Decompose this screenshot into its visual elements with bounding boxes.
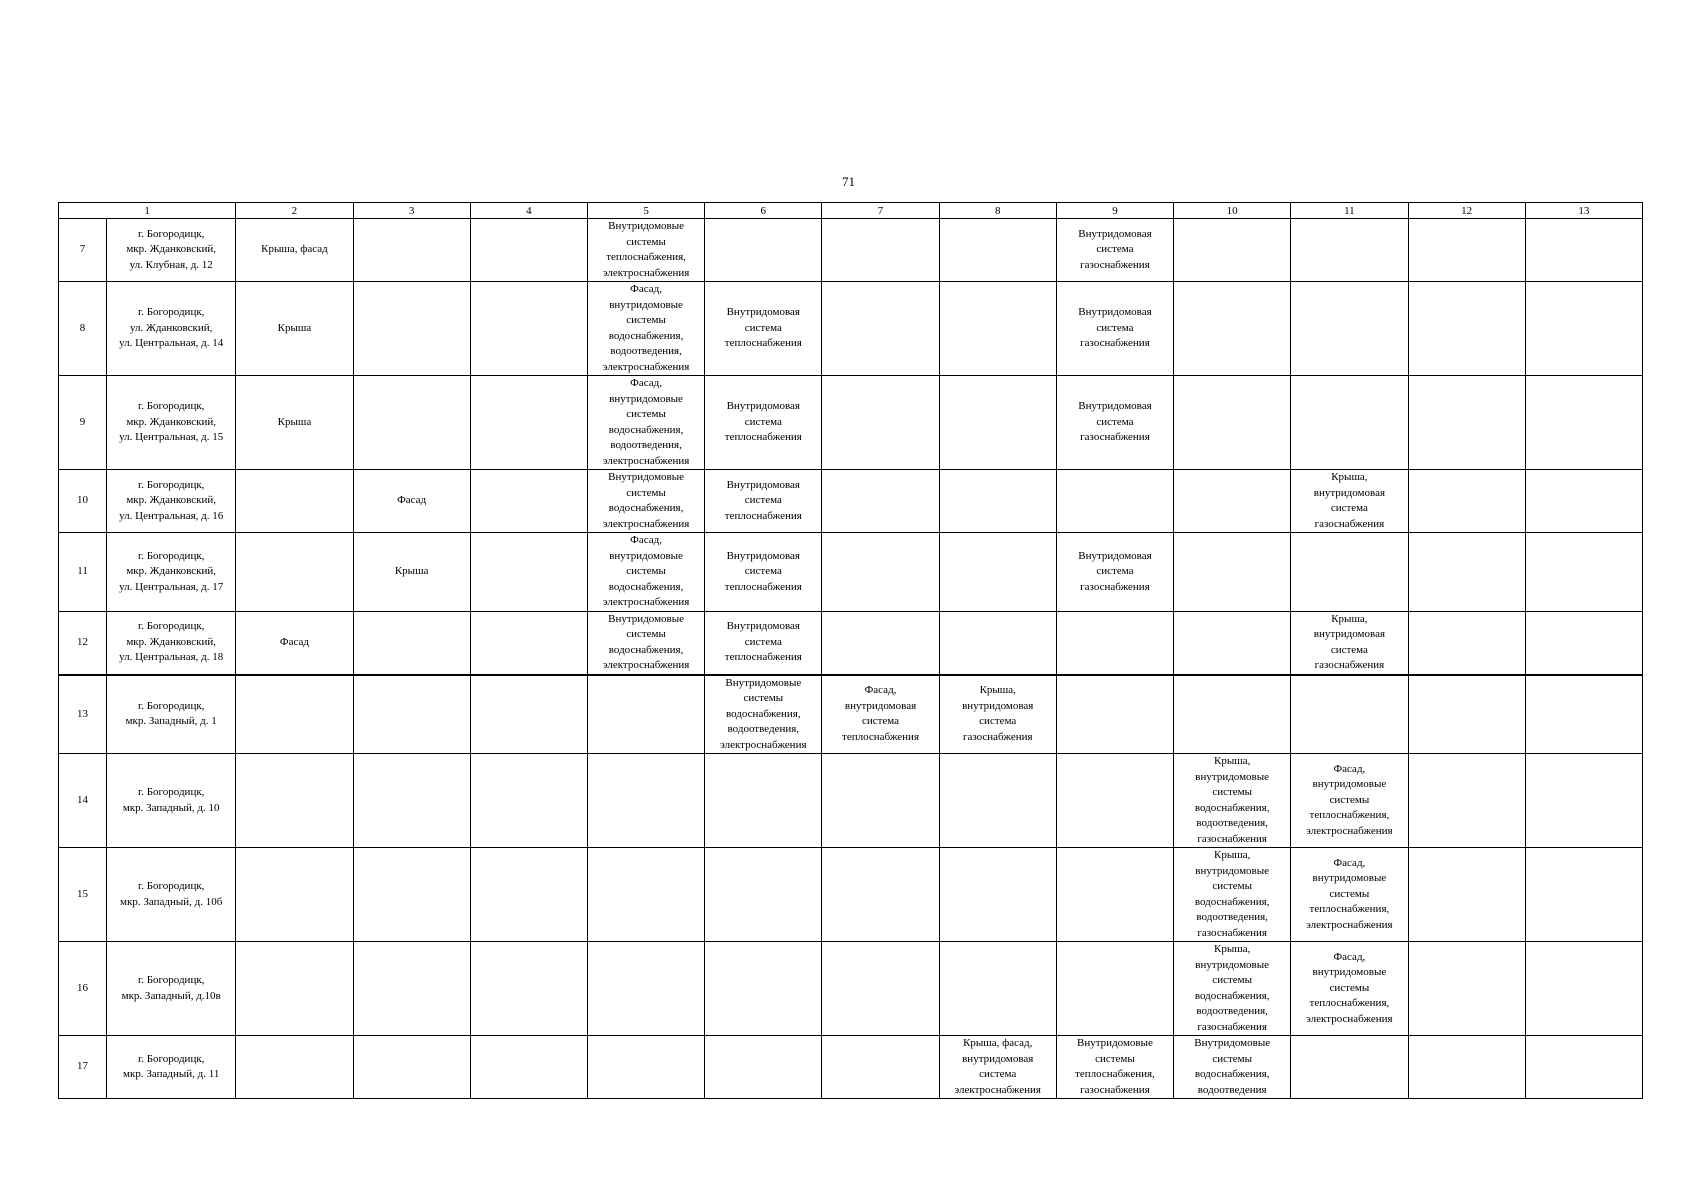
work-cell: Крыша, внутридомовая система газоснабжения [939,675,1056,754]
work-cell [705,1036,822,1099]
work-cell [236,848,353,942]
work-cell: Внутридомовая система теплоснабжения [705,611,822,675]
work-cell [1408,376,1525,470]
work-cell [1174,611,1291,675]
address-cell: г. Богородицк, мкр. Жданковский, ул. Центральная, д. 15 [107,376,236,470]
header-cell: 2 [236,203,353,219]
address-cell: г. Богородицк, мкр. Западный, д. 1 [107,675,236,754]
table-row [59,533,1643,612]
work-cell [1291,219,1408,282]
header-cell: 3 [353,203,470,219]
work-cell: Крыша, внутридомовая система газоснабжения [1291,470,1408,533]
header-cell: 9 [1056,203,1173,219]
work-cell [822,754,939,848]
address-cell: г. Богородицк, мкр. Жданковский, ул. Центральная, д. 16 [107,470,236,533]
work-cell [1291,376,1408,470]
work-cell [470,611,587,675]
table-body [59,203,1643,1099]
work-cell [587,675,704,754]
table-row [59,848,1643,942]
header-cell: 7 [822,203,939,219]
work-cell [1291,1036,1408,1099]
work-cell: Фасад, внутридомовые системы теплоснабжения, электроснабжения [1291,848,1408,942]
work-cell [470,942,587,1036]
row-number: 17 [59,1036,107,1099]
work-cell [822,282,939,376]
repair-schedule-table [58,202,1643,1099]
work-cell [939,754,1056,848]
work-cell: Крыша [236,282,353,376]
work-cell [1408,219,1525,282]
work-cell [1056,754,1173,848]
work-cell: Фасад [353,470,470,533]
work-cell [1525,282,1642,376]
work-cell [236,675,353,754]
work-cell: Внутридомовая система газоснабжения [1056,533,1173,612]
work-cell: Внутридомовая система газоснабжения [1056,219,1173,282]
row-number: 11 [59,533,107,612]
work-cell [1291,675,1408,754]
work-cell: Крыша [236,376,353,470]
work-cell [1408,848,1525,942]
work-cell [470,376,587,470]
header-cell: 6 [705,203,822,219]
work-cell [822,942,939,1036]
work-cell [1174,282,1291,376]
work-cell [587,848,704,942]
work-cell [1408,533,1525,612]
header-cell: 12 [1408,203,1525,219]
work-cell: Внутридомовые системы теплоснабжения, газоснабжения [1056,1036,1173,1099]
work-cell [1408,942,1525,1036]
work-cell [1525,942,1642,1036]
work-cell: Крыша, внутридомовые системы водоснабжения, водоотведения, газоснабжения [1174,942,1291,1036]
work-cell [353,1036,470,1099]
work-cell: Фасад, внутридомовые системы водоснабжения, водоотведения, электроснабжения [587,376,704,470]
work-cell [1525,754,1642,848]
work-cell [353,282,470,376]
work-cell [1056,675,1173,754]
row-number: 12 [59,611,107,675]
work-cell [822,219,939,282]
work-cell: Внутридомовые системы водоснабжения, электроснабжения [587,611,704,675]
work-cell [1525,848,1642,942]
row-number: 9 [59,376,107,470]
work-cell [470,219,587,282]
table-row [59,376,1643,470]
work-cell [939,533,1056,612]
table-row [59,942,1643,1036]
header-cell: 4 [470,203,587,219]
work-cell: Внутридомовая система теплоснабжения [705,282,822,376]
table-row [59,1036,1643,1099]
work-cell [353,219,470,282]
header-cell: 8 [939,203,1056,219]
work-cell [353,675,470,754]
work-cell [705,848,822,942]
work-cell [1174,533,1291,612]
work-cell: Внутридомовая система теплоснабжения [705,470,822,533]
work-cell [1525,1036,1642,1099]
work-cell [470,1036,587,1099]
work-cell: Крыша, внутридомовые системы водоснабжения, водоотведения, газоснабжения [1174,754,1291,848]
work-cell [822,376,939,470]
table-row [59,470,1643,533]
work-cell: Внутридомовая система газоснабжения [1056,282,1173,376]
work-cell [705,754,822,848]
work-cell [1408,754,1525,848]
work-cell: Внутридомовая система газоснабжения [1056,376,1173,470]
work-cell [1525,376,1642,470]
table-row [59,675,1643,754]
row-number: 15 [59,848,107,942]
work-cell [1174,376,1291,470]
header-cell: 13 [1525,203,1642,219]
work-cell [1056,848,1173,942]
work-cell [236,533,353,612]
work-cell: Крыша [353,533,470,612]
work-cell [1525,675,1642,754]
address-cell: г. Богородицк, мкр. Западный, д. 11 [107,1036,236,1099]
work-cell: Фасад, внутридомовые системы теплоснабжения, электроснабжения [1291,754,1408,848]
work-cell [1408,611,1525,675]
work-cell [939,282,1056,376]
work-cell [939,942,1056,1036]
work-cell [939,611,1056,675]
work-cell [1291,533,1408,612]
table-row [59,219,1643,282]
work-cell [1408,470,1525,533]
work-cell [822,1036,939,1099]
work-cell: Фасад, внутридомовая система теплоснабжения [822,675,939,754]
work-cell: Крыша, внутридомовые системы водоснабжения, водоотведения, газоснабжения [1174,848,1291,942]
work-cell [1525,611,1642,675]
work-cell [1525,470,1642,533]
row-number: 7 [59,219,107,282]
header-cell: 10 [1174,203,1291,219]
table-row [59,754,1643,848]
row-number: 8 [59,282,107,376]
address-cell: г. Богородицк, ул. Жданковский, ул. Центральная, д. 14 [107,282,236,376]
work-cell [1174,470,1291,533]
work-cell [939,219,1056,282]
work-cell [705,219,822,282]
work-cell [236,754,353,848]
work-cell: Внутридомовые системы теплоснабжения, электроснабжения [587,219,704,282]
page-number: 71 [842,174,855,189]
header-row [59,203,1643,219]
work-cell [1056,470,1173,533]
work-cell [1056,611,1173,675]
work-cell [587,1036,704,1099]
row-number: 13 [59,675,107,754]
work-cell [1174,219,1291,282]
work-cell [470,675,587,754]
work-cell [1408,675,1525,754]
work-cell [1056,942,1173,1036]
work-cell [353,376,470,470]
work-cell: Крыша, внутридомовая система газоснабжения [1291,611,1408,675]
work-cell [353,754,470,848]
work-cell [587,942,704,1036]
row-number: 14 [59,754,107,848]
work-cell: Внутридомовая система теплоснабжения [705,376,822,470]
table-row [59,611,1643,675]
work-cell [705,942,822,1036]
row-number: 16 [59,942,107,1036]
work-cell: Фасад, внутридомовые системы водоснабжения, электроснабжения [587,533,704,612]
address-cell: г. Богородицк, мкр. Жданковский, ул. Центральная, д. 17 [107,533,236,612]
address-cell: г. Богородицк, мкр. Жданковский, ул. Клубная, д. 12 [107,219,236,282]
header-cell: 11 [1291,203,1408,219]
work-cell [1408,282,1525,376]
work-cell [353,942,470,1036]
table-row [59,282,1643,376]
work-cell: Фасад, внутридомовые системы теплоснабжения, электроснабжения [1291,942,1408,1036]
work-cell [1174,675,1291,754]
work-cell [470,848,587,942]
work-cell [939,470,1056,533]
work-cell [470,282,587,376]
work-cell: Крыша, фасад [236,219,353,282]
work-cell [236,1036,353,1099]
address-cell: г. Богородицк, мкр. Западный, д.10в [107,942,236,1036]
work-cell [822,533,939,612]
work-cell [822,611,939,675]
work-cell [236,470,353,533]
address-cell: г. Богородицк, мкр. Западный, д. 10 [107,754,236,848]
row-number: 10 [59,470,107,533]
work-cell [1291,282,1408,376]
work-cell [470,754,587,848]
work-cell [236,942,353,1036]
work-cell [939,848,1056,942]
work-cell [1525,219,1642,282]
work-cell [470,533,587,612]
address-cell: г. Богородицк, мкр. Жданковский, ул. Центральная, д. 18 [107,611,236,675]
work-cell: Фасад [236,611,353,675]
header-cell: 5 [587,203,704,219]
work-cell [822,470,939,533]
work-cell: Крыша, фасад, внутридомовая система электроснабжения [939,1036,1056,1099]
work-cell: Фасад, внутридомовые системы водоснабжения, водоотведения, электроснабжения [587,282,704,376]
work-cell [1525,533,1642,612]
work-cell [587,754,704,848]
work-cell [353,848,470,942]
work-cell [1408,1036,1525,1099]
header-cell: 1 [59,203,236,219]
work-cell: Внутридомовые системы водоснабжения, водоотведения [1174,1036,1291,1099]
work-cell [939,376,1056,470]
work-cell [470,470,587,533]
work-cell: Внутридомовые системы водоснабжения, электроснабжения [587,470,704,533]
work-cell: Внутридомовые системы водоснабжения, водоотведения, электроснабжения [705,675,822,754]
work-cell [822,848,939,942]
address-cell: г. Богородицк, мкр. Западный, д. 10б [107,848,236,942]
work-cell [353,611,470,675]
work-cell: Внутридомовая система теплоснабжения [705,533,822,612]
